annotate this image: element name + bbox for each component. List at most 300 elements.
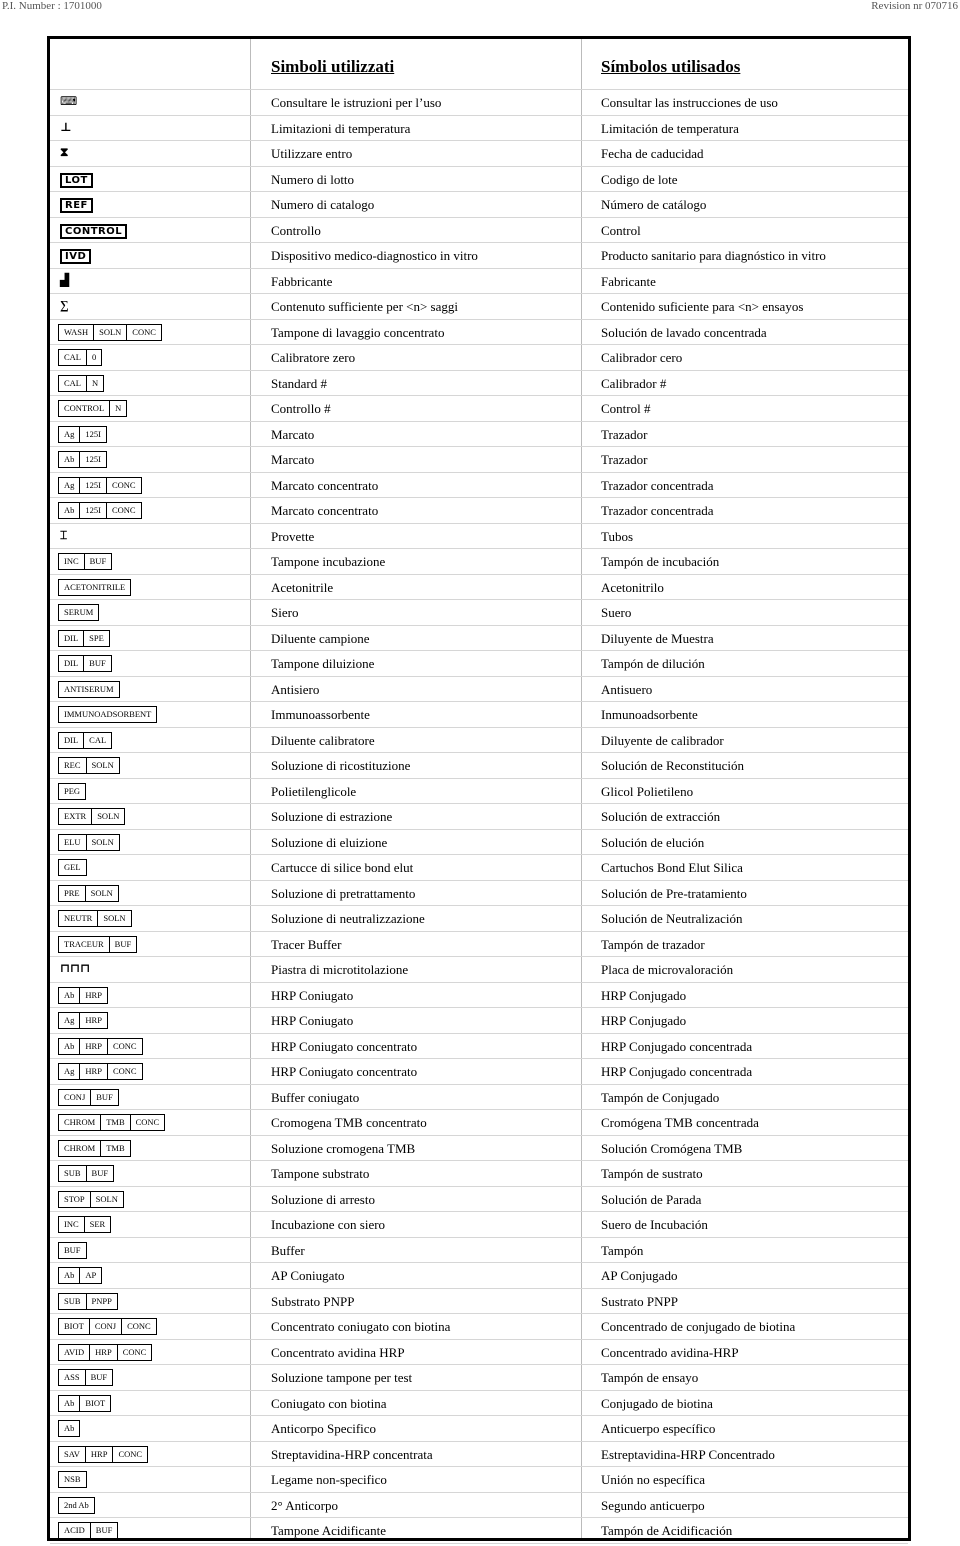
italian-text: Fabbricante — [271, 273, 333, 289]
italian-text: Numero di lotto — [271, 171, 355, 187]
table-row — [50, 881, 908, 907]
italian-text: Tampone diluizione — [271, 656, 375, 671]
italian-text: Cartucce di silice bond elut — [271, 860, 414, 875]
symbol-box: CONJ — [58, 1089, 91, 1106]
symbol-label — [58, 681, 119, 698]
symbol-label — [58, 732, 111, 749]
italian-text: Marcato — [271, 452, 315, 467]
symbol-label — [58, 936, 136, 953]
symbol-label — [58, 579, 130, 596]
italian-text: HRP Coniugato concentrato — [271, 1064, 418, 1079]
spanish-text: Cartuchos Bond Elut Silica — [601, 860, 743, 875]
symbol-box: Ab — [58, 502, 80, 519]
table-row — [50, 1467, 908, 1493]
symbol-box: HRP — [79, 1012, 108, 1029]
symbol-box: CAL — [58, 349, 87, 366]
symbol-label — [58, 1293, 117, 1310]
table-row — [50, 549, 908, 575]
symbol-box: CONC — [107, 1063, 143, 1080]
table-row — [50, 1518, 908, 1544]
spanish-text: Suero — [601, 605, 632, 620]
symbol-label — [58, 604, 98, 621]
symbol-box: SAV — [58, 1446, 86, 1463]
symbol-label — [58, 834, 119, 851]
table-row — [50, 524, 908, 550]
symbol-box: HRP — [85, 1446, 114, 1463]
spanish-text: Suero de Incubación — [601, 1217, 708, 1232]
factory-icon: ▟ — [60, 272, 70, 287]
italian-text: Incubazione con siero — [271, 1217, 386, 1232]
table-row — [50, 1416, 908, 1442]
symbol-box: CONC — [106, 477, 142, 494]
spanish-text: Tubos — [601, 528, 634, 544]
symbol-box: INC — [58, 1216, 85, 1233]
spanish-text: Solución de extracción — [601, 809, 721, 824]
table-row — [50, 473, 908, 499]
symbol-box: HRP — [79, 1063, 108, 1080]
italian-text: Numero di catalogo — [271, 197, 375, 212]
row-divider — [50, 1543, 908, 1544]
table-row — [50, 651, 908, 677]
symbol-box: BUF — [109, 936, 138, 953]
italian-text: Piastra di microtitolazione — [271, 962, 409, 977]
table-row — [50, 1059, 908, 1085]
table-row — [50, 320, 908, 346]
italian-text: Controllo — [271, 222, 321, 238]
spanish-text: Acetonitrilo — [601, 579, 664, 595]
spanish-text: Solución de lavado concentrada — [601, 324, 767, 340]
italian-text: Coniugato con biotina — [271, 1395, 387, 1411]
table-row — [50, 447, 908, 473]
spanish-text: Solución de Reconstitución — [601, 758, 744, 773]
table-row — [50, 1289, 908, 1315]
symbol-label — [58, 859, 86, 876]
symbol-box: PRE — [58, 885, 86, 902]
italian-text: Buffer — [271, 1242, 305, 1258]
spanish-text: Inmunoadsorbente — [601, 707, 698, 722]
table-row — [50, 855, 908, 881]
spanish-text: Trazador — [601, 426, 648, 442]
table-row — [50, 1365, 908, 1391]
symbol-label — [58, 1369, 112, 1386]
symbol-box: Ab — [58, 1038, 80, 1055]
symbol-box: BUF — [85, 1369, 114, 1386]
symbol-box: BIOT — [58, 1318, 90, 1335]
symbol-label — [58, 1471, 86, 1488]
spanish-text: Glicol Polietileno — [601, 783, 694, 799]
symbol-box: GEL — [58, 859, 87, 876]
symbol-box: CONC — [126, 324, 162, 341]
symbol-box: Ab — [58, 451, 80, 468]
symbol-box: 125I — [79, 502, 107, 519]
table-row — [50, 983, 908, 1009]
italian-text: Calibratore zero — [271, 350, 356, 365]
table-row — [50, 600, 908, 626]
italian-text: Soluzione di eluizione — [271, 834, 388, 850]
symbol-label — [58, 1395, 110, 1412]
italian-text: Soluzione di pretrattamento — [271, 885, 416, 901]
spanish-text: Producto sanitario para diagnóstico in vitro — [601, 248, 826, 263]
symbol-box: NEUTR — [58, 910, 98, 927]
symbol-box: Ab — [58, 1267, 80, 1284]
symbol-box: CONTROL — [58, 400, 110, 417]
symbol-box: SOLN — [97, 910, 131, 927]
italian-text: Marcato concentrato — [271, 503, 379, 518]
table-row — [50, 422, 908, 448]
italian-text: Consultare le istruzioni per l’uso — [271, 95, 442, 110]
symbol-label — [58, 655, 111, 672]
symbol-label — [58, 1114, 164, 1131]
symbol-label — [58, 630, 109, 647]
symbol-label — [58, 375, 103, 392]
symbol-box: 125I — [79, 426, 107, 443]
table-row — [50, 371, 908, 397]
spanish-text: Contenido suficiente para <n> ensayos — [601, 299, 804, 314]
italian-text: HRP Coniugato — [271, 1013, 354, 1028]
italian-text: Soluzione di ricostituzione — [271, 758, 411, 773]
spanish-text: Diluyente de Muestra — [601, 630, 714, 646]
italian-text: Tampone Acidificante — [271, 1523, 386, 1538]
italian-text: Anticorpo Specifico — [271, 1421, 377, 1436]
table-row — [50, 957, 908, 983]
symbols-table — [47, 36, 911, 1541]
spanish-text: Concentrado de conjugado de biotina — [601, 1319, 796, 1334]
spanish-text: Control — [601, 222, 641, 238]
table-row — [50, 1161, 908, 1187]
table-row — [50, 804, 908, 830]
table-row — [50, 1314, 908, 1340]
symbol-box: SERUM — [58, 604, 99, 621]
table-row — [50, 116, 908, 142]
symbol-box: 125I — [79, 451, 107, 468]
symbol-label — [58, 706, 156, 723]
italian-text: Dispositivo medico-diagnostico in vitro — [271, 248, 478, 263]
italian-text: Limitazioni di temperatura — [271, 120, 411, 136]
table-row — [50, 1212, 908, 1238]
spanish-text: Tampón de dilución — [601, 656, 705, 671]
lot-icon: LOT — [60, 173, 93, 188]
symbol-label — [58, 1318, 156, 1335]
spanish-text: Concentrado avidina-HRP — [601, 1344, 739, 1360]
italian-text: Siero — [271, 605, 299, 620]
spanish-text: HRP Conjugado concentrada — [601, 1038, 753, 1054]
symbol-label — [58, 553, 111, 570]
symbol-box: DIL — [58, 655, 84, 672]
italian-text: Soluzione cromogena TMB — [271, 1140, 416, 1156]
symbol-box: AVID — [58, 1344, 90, 1361]
symbol-label — [58, 885, 118, 902]
symbol-box: EXTR — [58, 808, 92, 825]
symbol-box: CONC — [107, 1038, 143, 1055]
table-row — [50, 243, 908, 269]
microplate-icon: ⊓⊓⊓ — [60, 961, 91, 975]
italian-text: Tracer Buffer — [271, 936, 342, 952]
symbol-box: SPE — [83, 630, 110, 647]
spanish-text: HRP Conjugado concentrada — [601, 1064, 753, 1079]
italian-text: Tampone substrato — [271, 1166, 370, 1181]
table-row — [50, 830, 908, 856]
italian-text: Acetonitrile — [271, 579, 334, 595]
symbol-label — [58, 1267, 101, 1284]
thermometer-icon: ⊥ — [60, 119, 72, 134]
spanish-text: Calibrador cero — [601, 350, 683, 365]
italian-text: Marcato concentrato — [271, 477, 379, 493]
table-row — [50, 192, 908, 218]
italian-text: Marcato — [271, 426, 315, 442]
spanish-text: Trazador — [601, 452, 648, 467]
table-row — [50, 1034, 908, 1060]
spanish-text: Control # — [601, 401, 651, 416]
symbol-box: CONC — [117, 1344, 153, 1361]
table-row — [50, 626, 908, 652]
spanish-text: Sustrato PNPP — [601, 1293, 678, 1309]
symbol-box: Ag — [58, 477, 80, 494]
header-spanish: Símbolos utilisados — [601, 57, 741, 76]
table-row — [50, 345, 908, 371]
symbol-label — [58, 987, 107, 1004]
spanish-text: Número de catálogo — [601, 197, 707, 212]
spanish-text: Solución de Parada — [601, 1191, 702, 1207]
symbol-label — [58, 1089, 118, 1106]
table-row — [50, 1085, 908, 1111]
table-row — [50, 702, 908, 728]
table-row — [50, 1340, 908, 1366]
table-row — [50, 1187, 908, 1213]
spanish-text: Conjugado de biotina — [601, 1395, 713, 1411]
symbol-box: STOP — [58, 1191, 91, 1208]
symbol-label — [58, 1216, 110, 1233]
symbol-label — [58, 451, 106, 468]
table-row — [50, 677, 908, 703]
symbol-box: SUB — [58, 1293, 87, 1310]
table-row — [50, 218, 908, 244]
spanish-text: Codigo de lote — [601, 171, 678, 187]
sigma-icon: ∑ — [60, 298, 69, 312]
spanish-text: Trazador concentrada — [601, 503, 714, 518]
symbol-label — [58, 783, 85, 800]
symbol-box: 125I — [79, 477, 107, 494]
symbol-box: PNPP — [86, 1293, 118, 1310]
ivd-icon: IVD — [60, 249, 91, 264]
table-row — [50, 1110, 908, 1136]
spanish-text: Anticuerpo específico — [601, 1421, 716, 1436]
spanish-text: Tampón de trazador — [601, 936, 705, 952]
spanish-text: Fecha de caducidad — [601, 146, 704, 161]
tube-icon: ⌶ — [60, 527, 68, 542]
table-row — [50, 1238, 908, 1264]
table-row — [50, 728, 908, 754]
ref-icon: REF — [60, 198, 93, 213]
table-row — [50, 141, 908, 167]
italian-text: 2° Anticorpo — [271, 1497, 338, 1513]
spanish-text: Unión no específica — [601, 1472, 705, 1487]
italian-text: Legame non-specifico — [271, 1472, 387, 1487]
table-row — [50, 498, 908, 524]
symbol-label — [58, 1063, 142, 1080]
spanish-text: Cromógena TMB concentrada — [601, 1115, 759, 1130]
spanish-text: HRP Conjugado — [601, 1013, 687, 1028]
symbol-box: ACETONITRILE — [58, 579, 131, 596]
italian-text: Tampone incubazione — [271, 554, 386, 569]
symbol-label — [58, 426, 106, 443]
symbol-label — [58, 1497, 94, 1514]
spanish-text: AP Conjugado — [601, 1268, 678, 1283]
italian-text: Concentrato coniugato con biotina — [271, 1319, 451, 1334]
symbol-box: CONC — [106, 502, 142, 519]
symbol-box: TMB — [100, 1114, 130, 1131]
symbol-box: Ab — [58, 1420, 80, 1437]
italian-text: Buffer coniugato — [271, 1089, 360, 1105]
symbol-box: ACID — [58, 1522, 91, 1539]
symbol-label — [58, 1522, 117, 1539]
symbol-box: SER — [84, 1216, 112, 1233]
symbol-label — [58, 1038, 142, 1055]
spanish-text: Placa de microvaloración — [601, 962, 734, 977]
table-row — [50, 906, 908, 932]
italian-text: Standard # — [271, 375, 327, 391]
spanish-text: Solución Cromógena TMB — [601, 1140, 743, 1156]
symbol-label — [58, 1191, 123, 1208]
spanish-text: Calibrador # — [601, 375, 667, 391]
symbol-box: CONC — [112, 1446, 148, 1463]
symbol-label — [58, 1140, 130, 1157]
spanish-text: Segundo anticuerpo — [601, 1497, 705, 1513]
table-row — [50, 575, 908, 601]
symbol-label — [58, 502, 141, 519]
spanish-text: Fabricante — [601, 273, 656, 289]
symbol-box: ELU — [58, 834, 87, 851]
book-icon: ⌨ — [60, 94, 78, 108]
symbol-box: SOLN — [93, 324, 127, 341]
spanish-text: Tampón de sustrato — [601, 1166, 703, 1181]
symbol-label — [58, 400, 126, 417]
symbol-label — [58, 808, 124, 825]
symbol-label — [58, 349, 101, 366]
table-row — [50, 779, 908, 805]
symbol-label — [58, 477, 141, 494]
hourglass-icon: ⧗ — [60, 145, 69, 159]
spanish-text: Tampón — [601, 1242, 644, 1258]
symbol-box: N — [109, 400, 127, 417]
table-row — [50, 90, 908, 116]
spanish-text: Estreptavidina-HRP Concentrado — [601, 1446, 775, 1462]
symbol-box: CONC — [130, 1114, 166, 1131]
symbol-label — [58, 1165, 113, 1182]
symbol-box: TMB — [100, 1140, 130, 1157]
symbol-label — [58, 1344, 151, 1361]
symbol-box: SOLN — [86, 834, 120, 851]
symbol-box: BIOT — [79, 1395, 111, 1412]
symbol-box: DIL — [58, 732, 84, 749]
italian-text: Immunoassorbente — [271, 707, 370, 722]
table-row — [50, 269, 908, 295]
italian-text: HRP Coniugato concentrato — [271, 1038, 418, 1054]
spanish-text: Limitación de temperatura — [601, 120, 739, 136]
italian-text: Provette — [271, 528, 315, 544]
revision-number: Revision nr 070716 — [871, 0, 958, 12]
symbol-box: Ag — [58, 1063, 80, 1080]
symbol-box: ASS — [58, 1369, 86, 1386]
symbol-box: 0 — [86, 349, 102, 366]
italian-text: Substrato PNPP — [271, 1293, 355, 1309]
italian-text: Polietilenglicole — [271, 783, 357, 799]
italian-text: Contenuto sufficiente per <n> saggi — [271, 299, 458, 314]
symbol-label — [58, 1420, 79, 1437]
symbol-box: CAL — [83, 732, 112, 749]
control-icon: CONTROL — [60, 224, 127, 239]
italian-text: Soluzione di neutralizzazione — [271, 911, 425, 926]
spanish-text: Solución de Neutralización — [601, 911, 743, 926]
symbol-box: CHROM — [58, 1114, 101, 1131]
italian-text: Tampone di lavaggio concentrato — [271, 324, 445, 340]
italian-text: Soluzione di estrazione — [271, 809, 393, 824]
symbol-box: SOLN — [85, 885, 119, 902]
table-row — [50, 1263, 908, 1289]
symbol-box: N — [86, 375, 104, 392]
symbol-box: SOLN — [91, 808, 125, 825]
italian-text: Antisiero — [271, 681, 320, 697]
table-row — [50, 167, 908, 193]
symbol-label — [58, 1446, 147, 1463]
symbol-box: BUF — [86, 1165, 115, 1182]
spanish-text: Antisuero — [601, 681, 653, 697]
spanish-text: Diluyente de calibrador — [601, 732, 724, 748]
italian-text: Cromogena TMB concentrato — [271, 1115, 427, 1130]
italian-text: Concentrato avidina HRP — [271, 1344, 405, 1360]
symbol-label — [58, 757, 119, 774]
symbol-label — [58, 910, 131, 927]
spanish-text: HRP Conjugado — [601, 987, 687, 1003]
table-row — [50, 753, 908, 779]
symbol-label — [58, 1012, 107, 1029]
symbol-box: BUF — [90, 1522, 119, 1539]
italian-text: Streptavidina-HRP concentrata — [271, 1446, 433, 1462]
symbol-box: Ab — [58, 987, 80, 1004]
italian-text: Utilizzare entro — [271, 146, 353, 161]
spanish-text: Consultar las instrucciones de uso — [601, 95, 778, 110]
symbol-box: PEG — [58, 783, 86, 800]
italian-text: Diluente calibratore — [271, 732, 375, 748]
spanish-text: Tampón de Acidificación — [601, 1523, 733, 1538]
symbol-box: SUB — [58, 1165, 87, 1182]
table-row — [50, 1136, 908, 1162]
symbol-box: CAL — [58, 375, 87, 392]
symbol-box: TRACEUR — [58, 936, 110, 953]
table-row — [50, 932, 908, 958]
spanish-text: Solución de elución — [601, 834, 705, 850]
symbol-box: NSB — [58, 1471, 87, 1488]
symbol-box: REC — [58, 757, 87, 774]
symbol-box: Ag — [58, 426, 80, 443]
symbol-box: HRP — [79, 987, 108, 1004]
symbol-box: CONJ — [89, 1318, 122, 1335]
header-italian: Simboli utilizzati — [271, 57, 395, 76]
symbol-box: SOLN — [90, 1191, 124, 1208]
table-row — [50, 1391, 908, 1417]
symbol-label — [58, 324, 161, 341]
symbol-label — [58, 1242, 86, 1259]
spanish-text: Tampón de incubación — [601, 554, 720, 569]
symbol-box: CONC — [121, 1318, 157, 1335]
symbol-box: BUF — [83, 655, 112, 672]
symbol-box: ANTISERUM — [58, 681, 120, 698]
spanish-text: Tampón de Conjugado — [601, 1089, 720, 1105]
italian-text: Diluente campione — [271, 630, 370, 646]
italian-text: HRP Coniugato — [271, 987, 354, 1003]
spanish-text: Tampón de ensayo — [601, 1370, 699, 1385]
symbol-box: BUF — [84, 553, 113, 570]
symbol-box: CHROM — [58, 1140, 101, 1157]
